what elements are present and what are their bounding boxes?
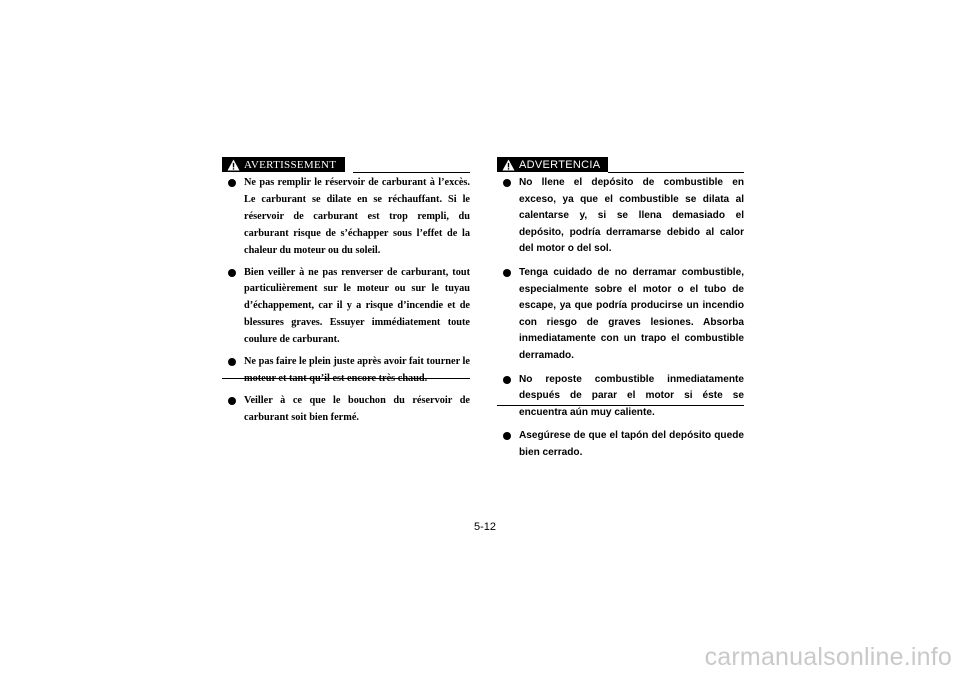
- list-item: Ne pas remplir le réservoir de carburant à l’excès. Le carburant se dilate en se réchauffant. Si le réservoir de carburant est trop rempli, du carburant risque de s’échapper sous l’effet de la chaleur du moteur ou du soleil.: [222, 175, 470, 260]
- bullet-icon: [503, 269, 511, 277]
- list-item: No reposte combustible inmediatamente después de parar el motor si éste se encuentra aún muy caliente.: [497, 372, 744, 422]
- spanish-warning-block: [497, 157, 744, 469]
- french-warning-header: [222, 157, 470, 175]
- warning-triangle-icon: [502, 159, 515, 171]
- watermark-link[interactable]: carmanualsonline.info: [704, 643, 952, 671]
- bullet-icon: [503, 179, 511, 187]
- french-warning-badge: [222, 157, 345, 172]
- spanish-warning-list: [497, 175, 744, 462]
- spanish-warning-title: ADVERTENCIA: [519, 158, 601, 171]
- list-item: Asegúrese de que el tapón del depósito quede bien cerrado.: [497, 428, 744, 461]
- bullet-icon: [503, 432, 511, 440]
- spanish-bottom-rule: [497, 405, 744, 406]
- list-item: No llene el depósito de combustible en exceso, ya que el combustible se dilata al calentarse y, si se llena demasiado el depósito, podría derramarse debido al calor del motor o del sol.: [497, 175, 744, 258]
- bullet-icon: [228, 358, 236, 366]
- french-warning-block: [222, 157, 470, 432]
- bullet-icon: [503, 376, 511, 384]
- warning-triangle-icon: [227, 159, 240, 171]
- spanish-warning-header: [497, 157, 744, 175]
- page-number: 5-12: [474, 521, 497, 533]
- french-warning-list: [222, 175, 470, 427]
- spanish-header-rule: [608, 172, 744, 173]
- list-item: Bien veiller à ne pas renverser de carburant, tout particulièrement sur le moteur ou sur le tuyau d’échappement, car il y a risque d’incendie et de blessures graves. Essuyer immédiatement toute coulure de carburant.: [222, 265, 470, 350]
- spanish-warning-badge: [497, 157, 608, 172]
- bullet-icon: [228, 397, 236, 405]
- list-item: Ne pas faire le plein juste après avoir fait tourner le: [222, 354, 470, 388]
- french-bottom-rule: [222, 378, 470, 379]
- list-item: Tenga cuidado de no derramar combustible, especialmente sobre el motor o el tubo de escape, ya que podría producirse un incendio con riesgo de graves lesiones. Absorba inmediatamente con un trapo el combustible derramado.: [497, 265, 744, 365]
- list-item: Veiller à ce que le bouchon du réservoir de carburant soit bien fermé.: [222, 393, 470, 427]
- bullet-icon: [228, 269, 236, 277]
- french-warning-title: AVERTISSEMENT: [244, 158, 337, 171]
- bullet-icon: [228, 179, 236, 187]
- french-header-rule: [353, 172, 470, 173]
